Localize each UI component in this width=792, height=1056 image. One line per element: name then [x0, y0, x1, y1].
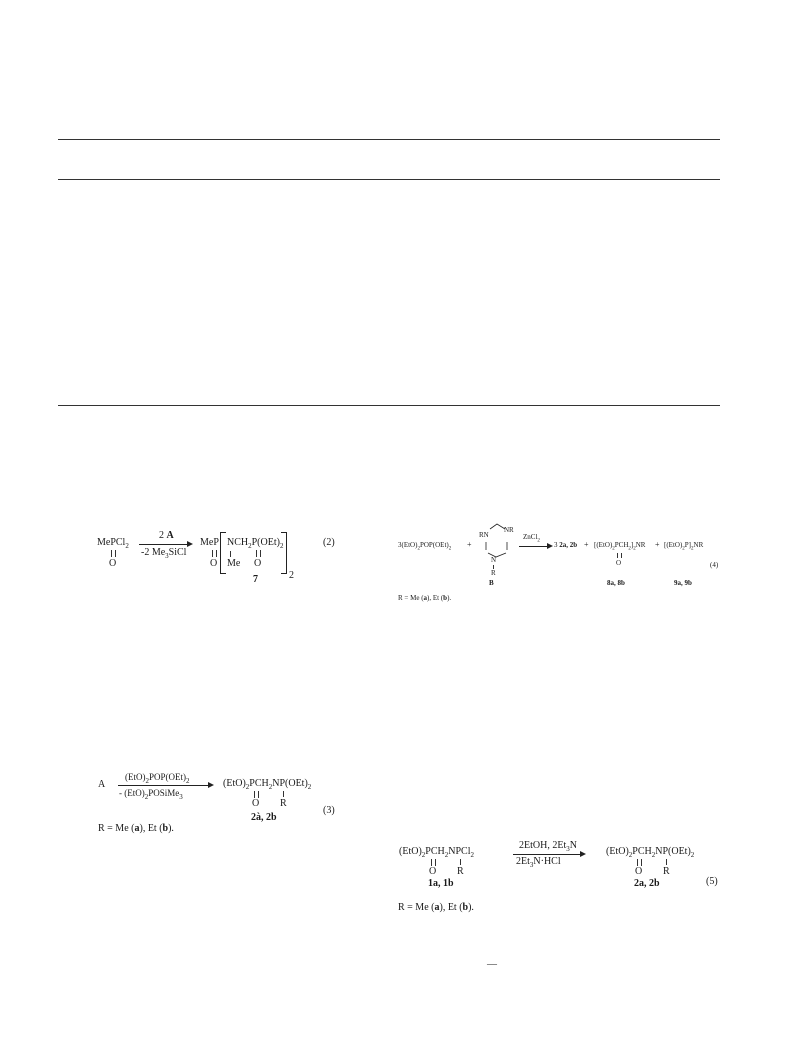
- eq4-product-2-oxygen: O: [616, 559, 622, 567]
- double-bond: [256, 550, 261, 557]
- eq2-bracket-right: [281, 532, 287, 574]
- eq5-product-r: R: [663, 866, 670, 877]
- eq4-reaction-arrow: [519, 546, 551, 547]
- eq2-bracket-left: [220, 532, 226, 574]
- single-bond: [230, 551, 231, 557]
- eq2-compound-label: 7: [253, 574, 258, 585]
- eq3-product-r: R: [280, 798, 287, 809]
- double-bond: [111, 550, 116, 557]
- double-bond: [431, 859, 436, 866]
- table-header-rule: [58, 179, 720, 180]
- eq2-product-mep: MeP: [200, 537, 219, 548]
- eq2-reagent-bottom: -2 $Me_3SiCl$: [141, 547, 187, 560]
- eq2-product-oxygen: O: [210, 558, 218, 569]
- eq2-product-oxygen-2: O: [254, 558, 262, 569]
- eq3-reagent-bottom: - $(EtO)_2POSiMe_3$: [119, 788, 183, 801]
- eq5-product: $(EtO)_2PCH_2NP(OEt)_2$: [606, 846, 695, 859]
- eq5-reagent-bottom: $2Et_3N\cdot HCl$: [516, 856, 561, 869]
- eq4-plus-2: +: [584, 540, 589, 549]
- eq5-reactant: $(EtO)_2PCH_2NPCl_2$: [399, 846, 474, 859]
- eq3-product-oxygen: O: [252, 798, 260, 809]
- eq3-reactant: A: [98, 779, 106, 790]
- eq2-reaction-arrow: [139, 544, 191, 545]
- eq5-reactant-r: R: [457, 866, 464, 877]
- eq4-product-2-label: 8a, 8b: [607, 579, 625, 587]
- double-bond: [254, 791, 259, 798]
- eq4-ring-nr: NR: [504, 526, 514, 534]
- eq3-reaction-arrow: [118, 785, 212, 786]
- table-bottom-rule: [58, 405, 720, 406]
- eq4-equation-number: (4): [710, 561, 719, 569]
- eq5-reagent-top: 2EtOH, $2Et_3N$: [519, 840, 577, 853]
- single-bond: [460, 859, 461, 865]
- eq5-reactant-label: 1a, 1b: [428, 878, 454, 889]
- eq5-equation-number: (5): [706, 876, 718, 887]
- eq2-equation-number: (2): [323, 537, 335, 548]
- double-bond: [617, 553, 622, 558]
- eq3-equation-number: (3): [323, 805, 335, 816]
- double-bond: [212, 550, 217, 557]
- top-rule: [58, 139, 720, 140]
- single-bond: [283, 791, 284, 797]
- eq4-reactant: $3(EtO)_2POP(OEt)_2$: [398, 541, 452, 552]
- eq4-ring-n: N: [491, 556, 497, 564]
- eq2-product-main: $NCH_2P(OEt)_2$: [227, 537, 284, 550]
- eq3-r-definition: R = Me (a), Et (b).: [98, 823, 174, 834]
- eq4-product-1: 3 2a, 2b: [554, 541, 578, 549]
- eq4-ring-label: B: [489, 579, 494, 587]
- eq4-plus-1: +: [467, 540, 472, 549]
- eq3-product-label: 2à, 2b: [251, 812, 277, 823]
- eq2-bracket-subscript: 2: [289, 570, 294, 581]
- eq3-product: $(EtO)_2PCH_2NP(OEt)_2$: [223, 778, 312, 791]
- eq4-product-3: $[(EtO)_2P]_2NR$: [664, 541, 704, 552]
- eq2-reagent-top: 2 A: [159, 530, 174, 541]
- eq2-reactant-oxygen: O: [109, 558, 117, 569]
- eq4-reagent: ZnCl$_2$: [523, 533, 540, 544]
- eq4-ring-r: R: [491, 569, 496, 577]
- double-bond: [637, 859, 642, 866]
- eq4-product-2: $[(EtO)_2PCH_2]_2NR$: [594, 541, 646, 552]
- eq5-reactant-oxygen: O: [429, 866, 437, 877]
- eq5-product-oxygen: O: [635, 866, 643, 877]
- eq4-ring-structure: [472, 520, 522, 578]
- eq4-ring-rn: RN: [479, 531, 489, 539]
- eq4-product-3-label: 9a, 9b: [674, 579, 692, 587]
- single-bond: [666, 859, 667, 865]
- page-mark: —: [487, 959, 497, 970]
- eq5-reaction-arrow: [513, 854, 584, 855]
- eq4-r-definition: R = Me (a), Et (b).: [398, 594, 452, 602]
- eq2-product-methyl: Me: [227, 558, 241, 569]
- eq5-r-definition: R = Me (a), Et (b).: [398, 902, 474, 913]
- eq5-product-label: 2a, 2b: [634, 878, 660, 889]
- eq3-reagent-top: $(EtO)_2POP(OEt)_2$: [125, 772, 190, 785]
- eq4-plus-3: +: [655, 540, 660, 549]
- eq2-reactant: MePCl$_2$: [97, 537, 129, 550]
